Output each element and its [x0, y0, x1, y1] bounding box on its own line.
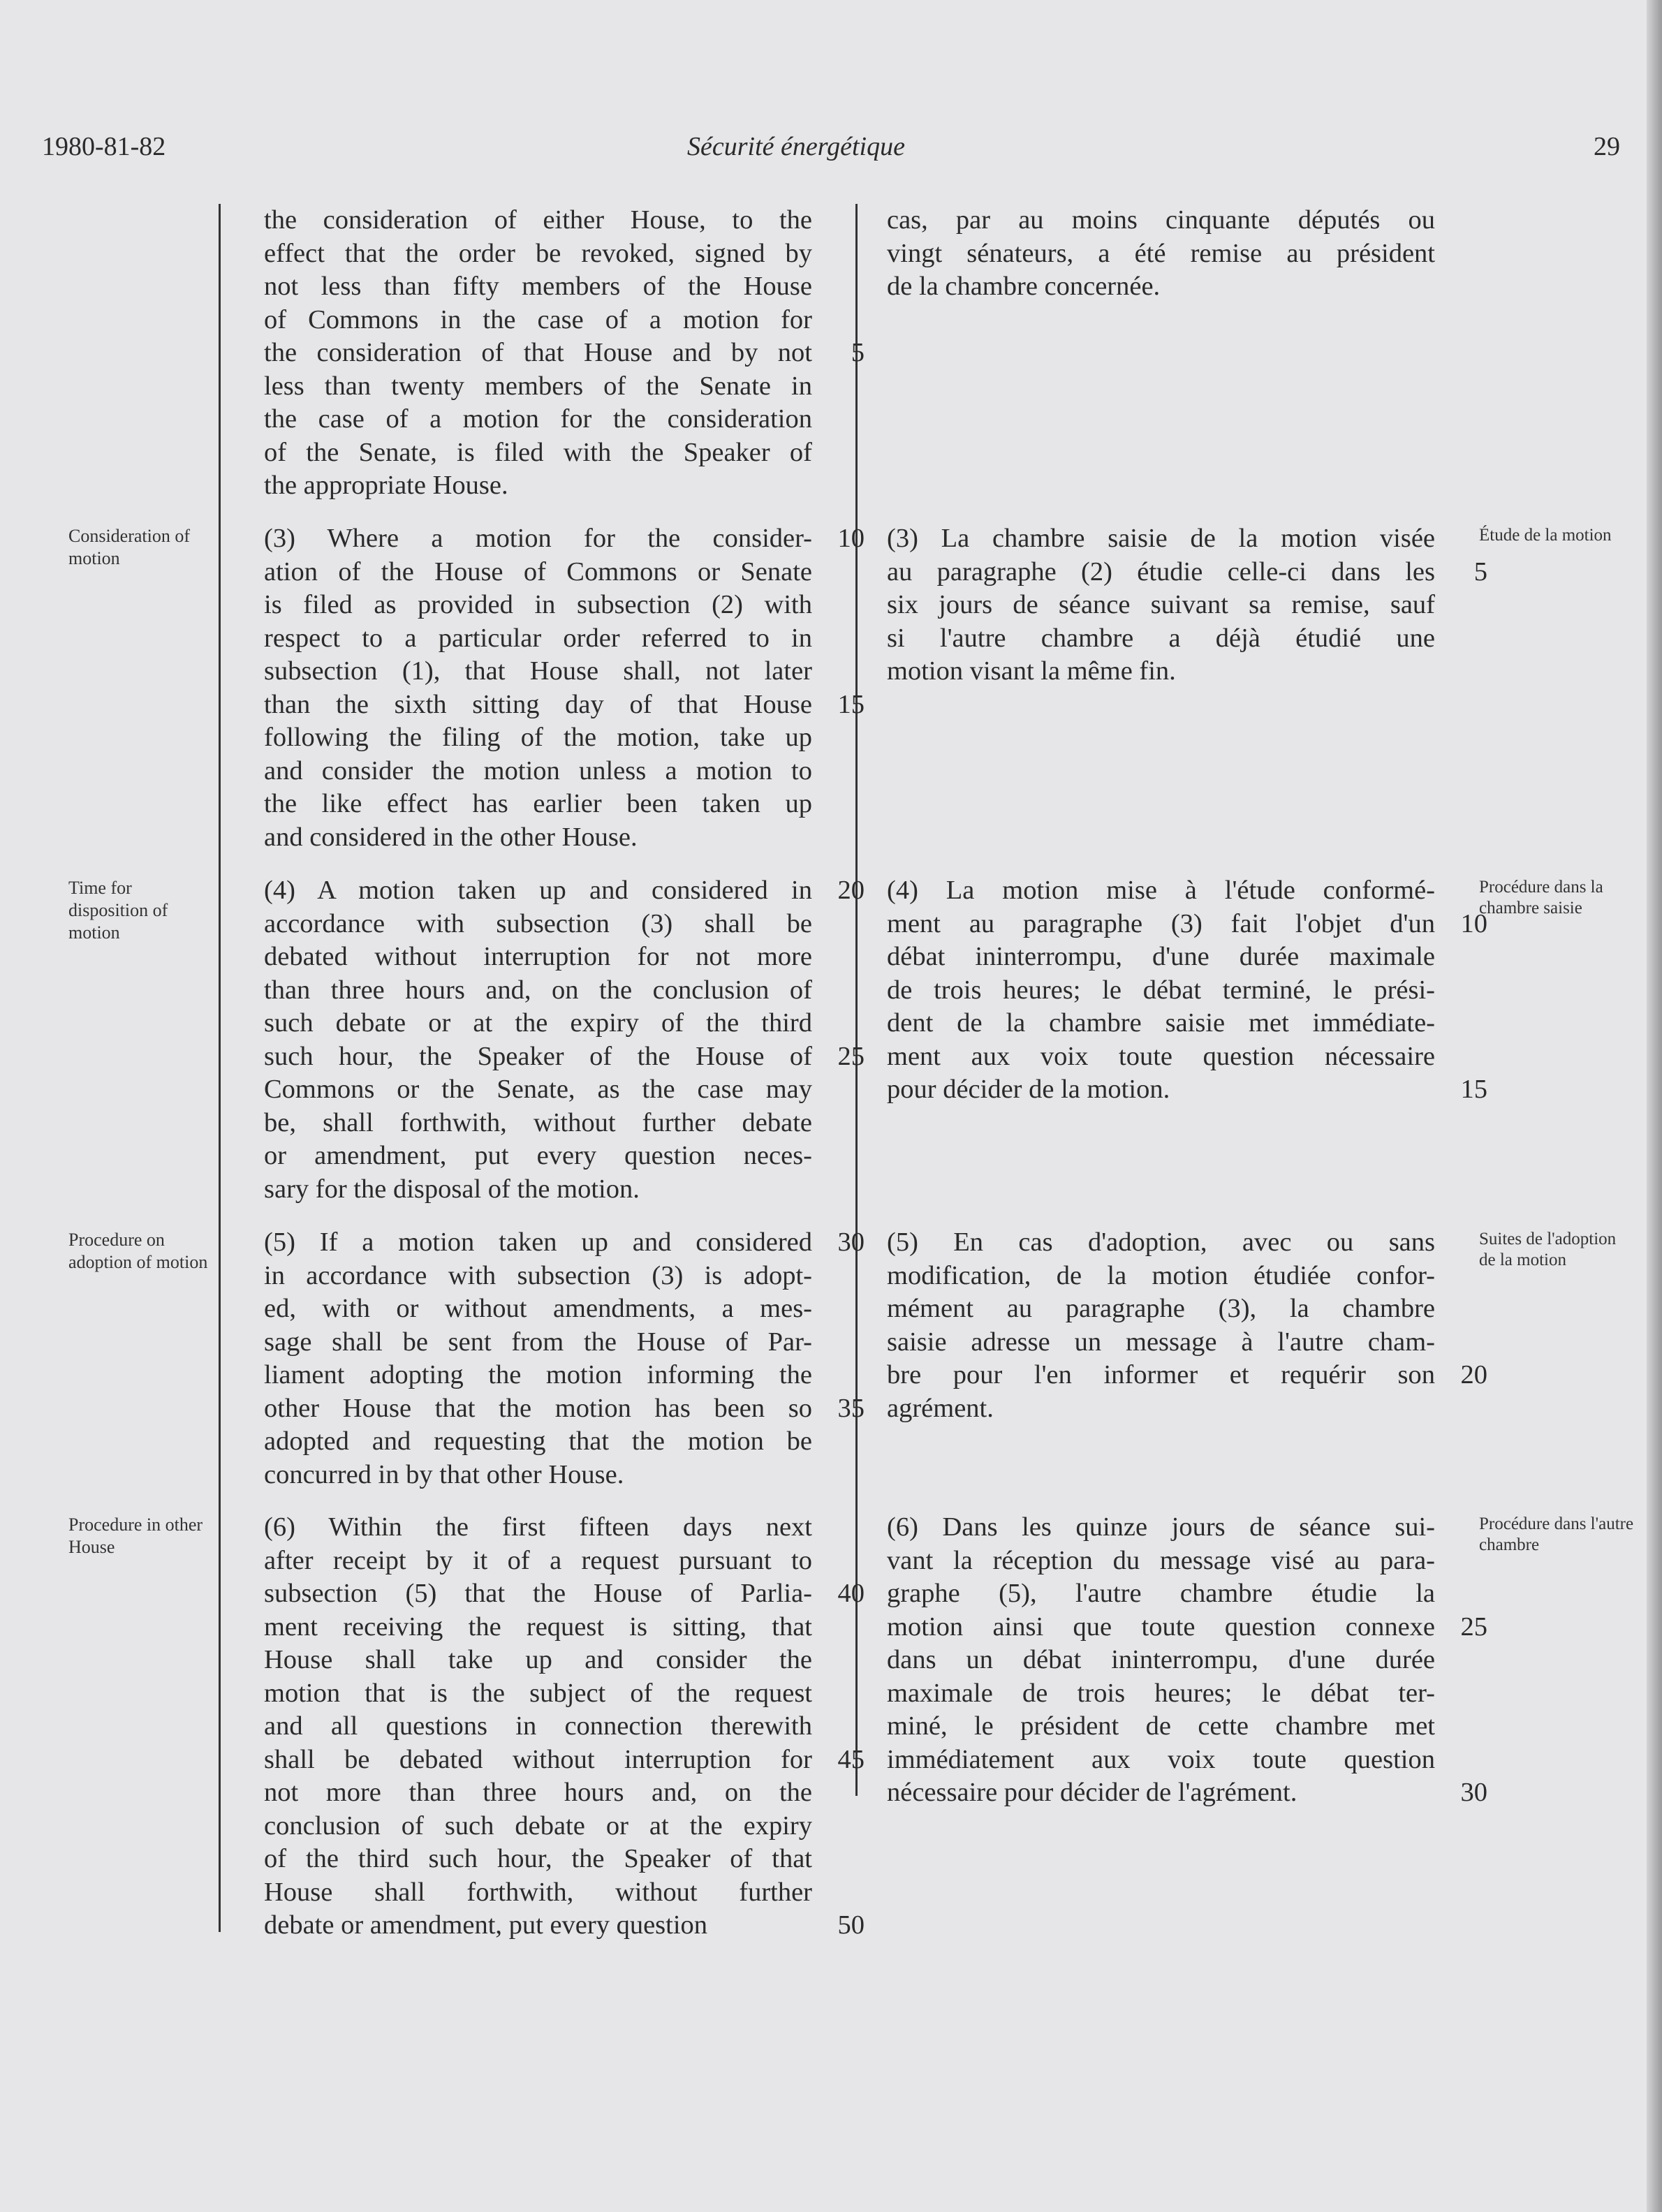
- en-paragraph-2-cont: [264, 204, 865, 503]
- text-line: de trois heures; le débat terminé, le prési-: [887, 975, 1435, 1005]
- text-line: or amendment, put every question neces-: [264, 1141, 812, 1170]
- text-line: of the Senate, is filed with the Speaker of: [264, 437, 812, 467]
- text-line: pour décider de la motion.: [887, 1075, 1170, 1104]
- fr-paragraph-3: [887, 522, 1487, 688]
- margin-note-fr-autre-chambre: Procédure dans l'autre chambre: [1479, 1514, 1634, 1554]
- text-line: motion that is the subject of the request: [264, 1678, 812, 1708]
- text-line: concurred in by that other House.: [264, 1459, 624, 1489]
- text-line: (4) La motion mise à l'étude conformé-: [887, 876, 1435, 905]
- page-edge: [1647, 0, 1662, 2212]
- text-line: ation of the House of Commons or Senate: [264, 556, 812, 587]
- line-number: 5: [1473, 556, 1487, 587]
- text-line: bre pour l'en informer et requérir son: [887, 1360, 1435, 1389]
- text-line: following the filing of the motion, take up: [264, 723, 812, 752]
- text-line: ed, with or without amendments, a mes-: [264, 1294, 812, 1323]
- text-line: miné, le président de cette chambre met: [887, 1711, 1435, 1741]
- text-line: agrément.: [887, 1393, 994, 1423]
- en-paragraph-4: [264, 874, 865, 1206]
- text-line: au paragraphe (2) étudie celle-ci dans les: [887, 556, 1435, 587]
- text-line: cas, par au moins cinquante députés ou: [887, 205, 1435, 235]
- text-line: vingt sénateurs, a été remise au président: [887, 238, 1435, 268]
- line-number: 40: [837, 1579, 865, 1608]
- text-line: accordance with subsection (3) shall be: [264, 908, 812, 938]
- text-line: and all questions in connection therewith: [264, 1711, 812, 1741]
- text-line: motion ainsi que toute question connexe: [887, 1612, 1435, 1642]
- text-line: (6) Dans les quinze jours de séance sui-: [887, 1512, 1435, 1542]
- fr-paragraph-5: [887, 1226, 1487, 1425]
- margin-note-en-time: Time for disposition of motion: [68, 878, 168, 943]
- text-line: six jours de séance suivant sa remise, sauf: [887, 590, 1435, 619]
- line-number: 30: [837, 1227, 865, 1257]
- text-line: such hour, the Speaker of the House of: [264, 1041, 812, 1071]
- text-line: subsection (1), that House shall, not later: [264, 656, 812, 686]
- line-number: 15: [1460, 1075, 1487, 1104]
- text-line: modification, de la motion étudiée confor-: [887, 1260, 1435, 1290]
- text-line: the like effect has earlier been taken up: [264, 789, 812, 818]
- fr-paragraph-4: [887, 874, 1487, 1107]
- line-number: 25: [1460, 1612, 1487, 1642]
- line-number: 50: [837, 1910, 865, 1940]
- line-number: 20: [1460, 1360, 1487, 1389]
- margin-note-en-consideration: Consideration of motion: [68, 526, 191, 568]
- text-line: (6) Within the first fifteen days next: [264, 1512, 812, 1542]
- text-line: (3) La chambre saisie de la motion visée: [887, 524, 1435, 553]
- text-line: mément au paragraphe (3), la chambre: [887, 1294, 1435, 1323]
- text-line: than three hours and, on the conclusion of: [264, 975, 812, 1005]
- text-line: subsection (5) that the House of Parlia-: [264, 1579, 812, 1608]
- text-line: motion visant la même fin.: [887, 656, 1176, 686]
- line-number: 30: [1460, 1778, 1487, 1807]
- en-paragraph-5: [264, 1226, 865, 1491]
- right-column-rule: [855, 204, 858, 1796]
- text-line: not more than three hours and, on the: [264, 1778, 812, 1807]
- text-line: the appropriate House.: [264, 471, 508, 500]
- text-line: respect to a particular order referred to in: [264, 623, 812, 653]
- text-line: debated without interruption for not more: [264, 942, 812, 971]
- margin-note-fr-procedure-saisie: Procédure dans la chambre saisie: [1479, 878, 1603, 917]
- text-line: and consider the motion unless a motion to: [264, 755, 812, 786]
- text-line: effect that the order be revoked, signed by: [264, 238, 812, 268]
- margin-note-en-adoption: Procedure on adoption of motion: [68, 1230, 208, 1272]
- text-line: (4) A motion taken up and considered in: [264, 876, 812, 905]
- text-line: liament adopting the motion informing the: [264, 1360, 812, 1389]
- text-line: ment au paragraphe (3) fait l'objet d'un: [887, 908, 1435, 938]
- line-number: 10: [1460, 908, 1487, 938]
- text-line: graphe (5), l'autre chambre étudie la: [887, 1579, 1435, 1608]
- text-line: ment aux voix toute question nécessaire: [887, 1041, 1435, 1071]
- running-header-title: Sécurité énergétique: [687, 132, 905, 161]
- text-line: Commons or the Senate, as the case may: [264, 1075, 812, 1104]
- text-line: House shall forthwith, without further: [264, 1877, 812, 1907]
- text-line: such debate or at the expiry of the third: [264, 1008, 812, 1038]
- margin-note-en-other-house: Procedure in other House: [68, 1514, 203, 1557]
- text-line: dent de la chambre saisie met immédiate-: [887, 1008, 1435, 1038]
- text-line: sage shall be sent from the House of Par-: [264, 1327, 812, 1357]
- text-line: the consideration of either House, to the: [264, 205, 812, 235]
- text-line: ment receiving the request is sitting, that: [264, 1612, 812, 1642]
- text-line: débat ininterrompu, d'une durée maximale: [887, 942, 1435, 971]
- line-number: 10: [837, 524, 865, 553]
- left-column-rule: [219, 204, 221, 1932]
- text-line: adopted and requesting that the motion be: [264, 1426, 812, 1456]
- text-line: si l'autre chambre a déjà étudié une: [887, 623, 1435, 653]
- text-line: not less than fifty members of the House: [264, 272, 812, 301]
- fr-paragraph-2-cont: [887, 204, 1435, 304]
- line-number: 15: [837, 689, 865, 719]
- text-line: sary for the disposal of the motion.: [264, 1174, 640, 1204]
- text-line: shall be debated without interruption for: [264, 1744, 812, 1774]
- line-number: 45: [837, 1744, 865, 1774]
- text-line: than the sixth sitting day of that House: [264, 689, 812, 719]
- text-line: debate or amendment, put every question: [264, 1910, 708, 1940]
- text-line: dans un débat ininterrompu, d'une durée: [887, 1645, 1435, 1674]
- text-line: (5) En cas d'adoption, avec ou sans: [887, 1227, 1435, 1257]
- text-line: the consideration of that House and by not: [264, 338, 812, 367]
- text-line: be, shall forthwith, without further debate: [264, 1107, 812, 1137]
- margin-note-fr-etude: Étude de la motion: [1479, 526, 1612, 545]
- text-line: and considered in the other House.: [264, 822, 638, 852]
- text-line: is filed as provided in subsection (2) with: [264, 590, 812, 619]
- line-number: 35: [837, 1393, 865, 1423]
- fr-paragraph-6: [887, 1511, 1487, 1810]
- line-number: 20: [837, 876, 865, 905]
- text-line: de la chambre concernée.: [887, 272, 1161, 301]
- text-line: less than twenty members of the Senate in: [264, 371, 812, 401]
- text-line: the case of a motion for the consideration: [264, 404, 812, 434]
- running-header-years: 1980-81-82: [42, 132, 166, 161]
- text-line: (5) If a motion taken up and considered: [264, 1227, 812, 1257]
- text-line: other House that the motion has been so: [264, 1393, 812, 1423]
- text-line: nécessaire pour décider de l'agrément.: [887, 1778, 1297, 1807]
- page-number: 29: [1594, 132, 1620, 161]
- text-line: after receipt by it of a request pursuant to: [264, 1545, 812, 1575]
- text-line: of the third such hour, the Speaker of that: [264, 1844, 812, 1873]
- text-line: House shall take up and consider the: [264, 1645, 812, 1674]
- text-line: (3) Where a motion for the consider-: [264, 524, 812, 553]
- text-line: of Commons in the case of a motion for: [264, 304, 812, 334]
- text-line: saisie adresse un message à l'autre cham-: [887, 1327, 1435, 1357]
- text-line: conclusion of such debate or at the expiry: [264, 1811, 812, 1841]
- line-number: 5: [851, 338, 865, 367]
- en-paragraph-3: [264, 522, 865, 854]
- text-line: maximale de trois heures; le débat ter-: [887, 1678, 1435, 1708]
- line-number: 25: [837, 1041, 865, 1071]
- margin-note-fr-suites: Suites de l'adoption de la motion: [1479, 1230, 1617, 1269]
- text-line: immédiatement aux voix toute question: [887, 1744, 1435, 1774]
- en-paragraph-6: [264, 1511, 865, 1942]
- text-line: vant la réception du message visé au para-: [887, 1545, 1435, 1575]
- text-line: in accordance with subsection (3) is adopt-: [264, 1260, 812, 1290]
